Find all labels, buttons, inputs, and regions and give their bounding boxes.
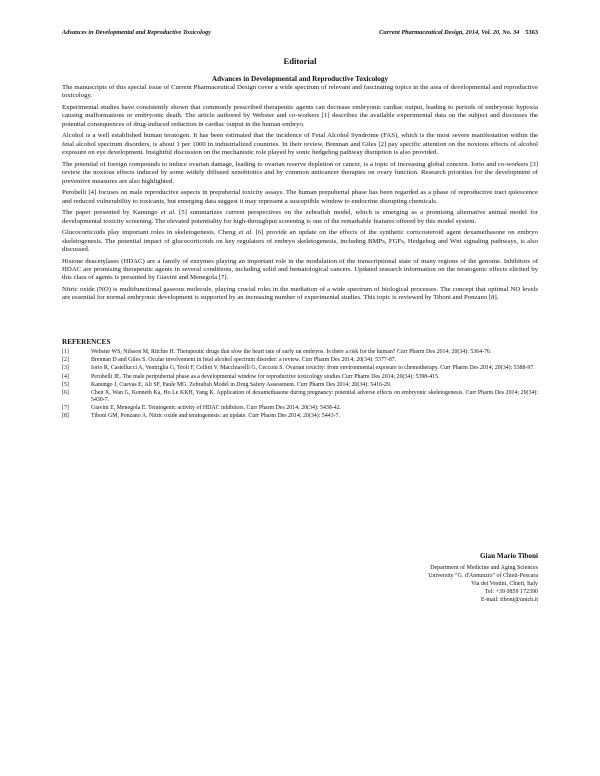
author-name: Gian Mario Tiboni [479, 552, 538, 560]
journal-citation: Current Pharmaceutical Design, 2014, Vol. 20, No. 34 [379, 29, 520, 36]
article-title: Advances in Developmental and Reproductive Toxicology [211, 75, 389, 83]
reference-item [62, 382, 538, 389]
reference-text: Perobelli JE. The male peripubertal phase as a developmental window for reproductive toxicology studies Curr Pharm Des 2014; 20(34): 5398-415. [91, 373, 440, 380]
paragraph: Alcohol is a well established human teratogen. It has been estimated that the incidence of Fetal Alcohol Syndrome (FAS), which is the most severe manifestation within the fetal alcohol spectrum disorders, is about 1 per 1000 in industrialized countries. In their review, Brennan and Giles [2] pay specific attention on the noxious effects of alcohol exposure on eye development. Insightful discussion on the mechanistic role played by sonic hedgehog pathway disruption is also provided. [62, 132, 538, 157]
reference-number: [3] [62, 365, 69, 372]
paragraph: Nitric oxide (NO) is multifunctional gaseous molecule, playing crucial roles in the mediation of a wide spectrum of biological processes. The concept that optimal NO levels are essential for normal embryonic development is supported by an increasing number of experimental studies. This topic is reviewed by Tiboni and Ponzano [8]. [62, 286, 538, 302]
reference-number: [8] [62, 413, 69, 420]
paragraph: Histone deacetylases (HDAC) are a family of enzymes playing an important role in the modulation of the transcriptional state of many regions of the genome. Inhibitors of HDAC are promising therapeutic agents in several conditions, including solid and hematological cancers. Updated research information on the teratogenic effects elicited by this class of agents is presented by Giavini and Menegola [7]. [62, 257, 538, 282]
running-header [62, 29, 538, 39]
reference-number: [6] [62, 389, 69, 396]
reference-item [62, 413, 538, 420]
paragraph [62, 209, 538, 226]
author-department: Department of Medicine and Aging Sciences [430, 565, 538, 571]
section-label: Editorial [283, 56, 317, 66]
reference-item [62, 357, 538, 364]
reference-text: Brennan D and Giles S. Ocular involvement in fetal alcohol spectrum disorder: a review. Curr Pharm Des 2014; 20(34): 5377-87. [91, 357, 397, 364]
reference-item [62, 405, 538, 412]
running-header-citation [379, 29, 538, 36]
reference-text: Webster WS, Nilsson M, Ritchie H. Therapeutic drugs that slow the heart rate of early rat embryos. Is there a risk for the human? Curr Pharm Des 2014; 20(34): 5364-76. [91, 349, 492, 355]
article-body [62, 84, 538, 306]
paragraph-text: The paper presented by Kanungo [62, 209, 161, 217]
reference-item [62, 374, 538, 381]
paragraph-text: Glucocorticoids play important roles in skeletogenesis. Cheng [62, 229, 239, 237]
paragraph [62, 229, 538, 254]
paragraph: The potential of foreign compounds to induce ovarian damage, leading to ovarian reserve depletion or cancer, is a topic of increasing global concern. Iorio and co-workers [3] review the noxious effects induced by some widely diffused xenobiotics and by common anticancer therapies on ovary function. Research priorities for the development of preventive measures are also highlighted. [62, 160, 538, 185]
paragraph-text: [5] summarizes current perspectives on the zebrafish model, which is emerging as a promising alternative animal model for developmental toxicity screening. The elevated potentiality for high-throughput screening is one of the remarkable features offered by this model system. [62, 209, 538, 225]
paragraph: The manuscripts of this special issue of Current Pharmaceutical Design cover a wide spectrum of relevant and fascinating topics in the area of developmental and reproductive toxicology. [62, 84, 538, 100]
reference-text: Kanungo J, Cuevas E, Ali SF, Paule MG. Zebrafish Model in Drug Safety Assessment. Curr Pharm Des 2014; 20(34): 5416-29. [91, 381, 392, 388]
author-block [238, 552, 538, 604]
reference-number: [5] [62, 381, 69, 388]
paragraph: Experimental studies have consistently shown that commonly prescribed therapeutic agents can decrease embryonic cardiac output, leading to periods of embryonic hypoxia causing malformations or embryonic death. The article authored by Webster and co-workers [1] describes the available experimental data on the subject and discusses the potential consequences of drug-induced reduction in cardiac output in the human embryo. [62, 104, 538, 128]
reference-number: [4] [62, 373, 69, 380]
reference-number: [1] [62, 349, 69, 355]
reference-item [62, 365, 538, 372]
reference-number: [2] [62, 357, 69, 364]
reference-number: [7] [62, 405, 69, 412]
running-header-journal-section: Advances in Developmental and Reproductive Toxicology [62, 29, 211, 36]
reference-text: Giavini E, Menegola E. Teratogenic activity of HDAC inhibitors. Curr Pharm Des 2014; 20(34): 5438-42. [91, 405, 342, 412]
reference-text: Iorio R, Castellucci A, Ventriglia G, Teoli F, Cellini V, Macchiarelli G, Cecconi S. Ovarian toxicity: from environmental exposure to chemotherapy. Curr Pharm Des 2014; 20(34): 5388-97. [91, 365, 535, 372]
author-email: E-mail: tiboni@unich.it [480, 597, 538, 603]
reference-item [62, 390, 538, 404]
references-list [62, 349, 538, 422]
paragraph-text: [6] provide an update on the effects of the synthetic corticosteroid agent dexamethasone on embryo skeletogenesis. The potential impact of glucocorticoids on key regulators of embryo skeletogenesis, including BMPs, FGFs, Hedgehog and Wnt signaling pathways, is also discussed. [62, 229, 538, 254]
paragraph: Perobelli [4] focuses on male reproductive aspects in prepubertal toxicity assays. The human prepubertal phase has been regarded as a phase of reproductive tract quiescence and reduced vulnerability to toxicants, but emerging data suggest it may represent a susceptible window to endocrine disrupting chemicals. [62, 189, 538, 205]
references-heading: REFERENCES [62, 338, 111, 346]
author-phone: Tel: +39 0859 172390 [484, 589, 538, 595]
italic-et-al: et al. [160, 209, 176, 217]
reference-text: Tiboni GM, Ponzano A. Nitric oxide and teratogenesis: an update. Curr Pharm Des 2014; 20(34): 5443-7. [91, 413, 340, 420]
reference-item [62, 349, 538, 356]
page-number: 5363 [525, 29, 538, 36]
reference-text: Chen X, Wan G, Kenneth Ka, Ho Le KKH, Yang K. Application of dexamethasone during pregnancy: potential adverse effects on embryonic skeletogenesis. Curr Pharm Des 2014; 20(34): 5430-7. [91, 389, 538, 403]
author-address: Via dei Vestini, Chieti, Italy [471, 581, 538, 587]
author-university: University "G. d'Annunzio" of Chieti-Pescara [428, 573, 538, 579]
italic-et-al: et al. [238, 229, 253, 237]
